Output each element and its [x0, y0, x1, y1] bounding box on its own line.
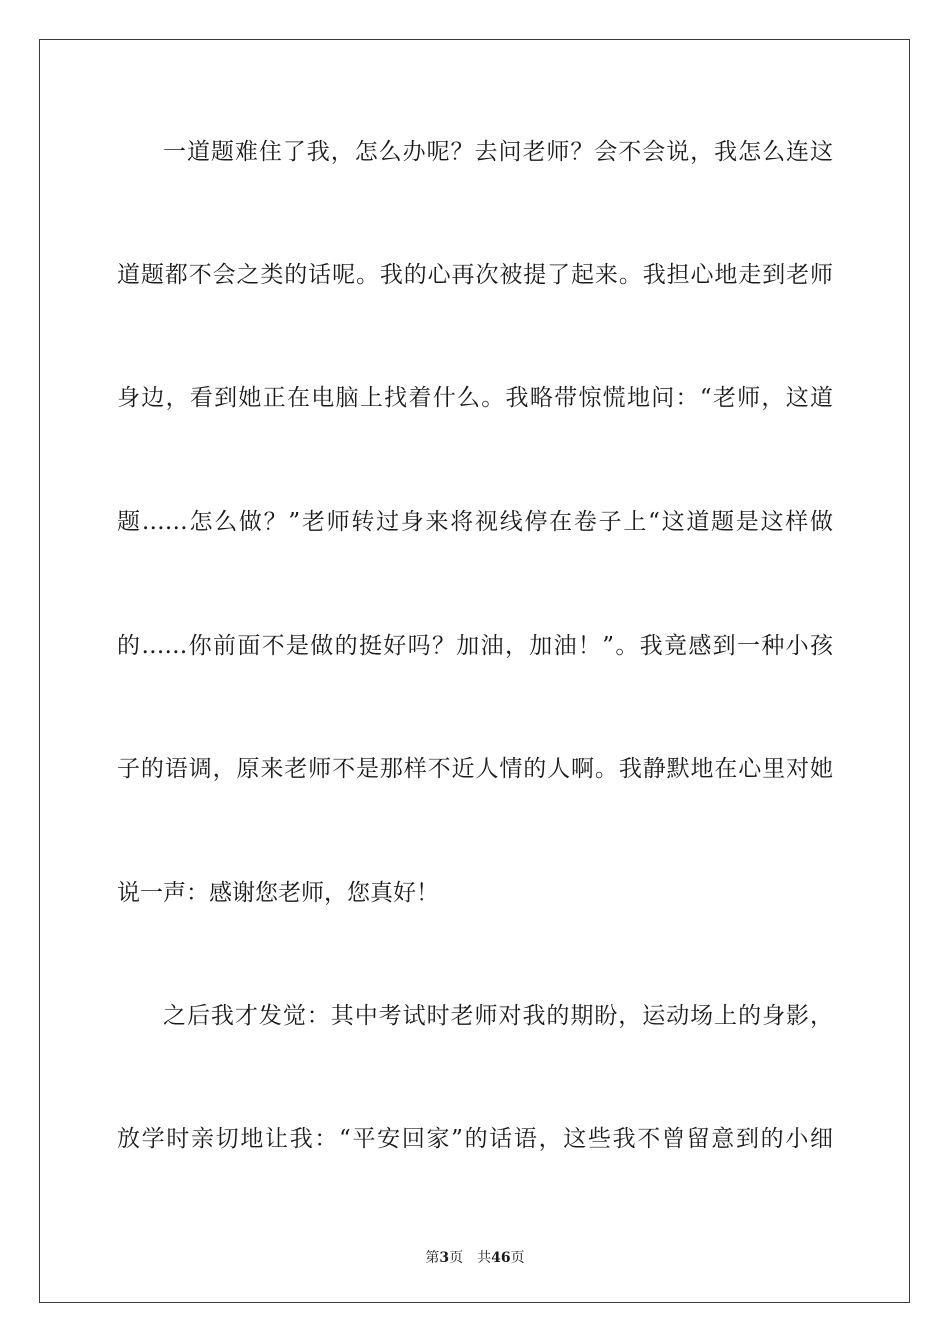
text-line: 一道题难住了我，怎么办呢？去问老师？会不会说，我怎么连这 — [163, 139, 833, 165]
total-prefix: 共 — [477, 1250, 492, 1266]
page-suffix: 页 — [449, 1250, 464, 1266]
total-pages: 46 — [491, 1250, 511, 1266]
page-number: 3 — [439, 1250, 450, 1266]
page-prefix: 第 — [425, 1250, 440, 1266]
total-suffix: 页 — [510, 1250, 525, 1266]
text-line: 题……怎么做？”老师转过身来将视线停在卷子上“这道题是这样做 — [117, 509, 833, 535]
text-line: 的……你前面不是做的挺好吗？加油，加油！”。我竟感到一种小孩 — [117, 633, 833, 659]
text-line: 放学时亲切地让我：“平安回家”的话语，这些我不曾留意到的小细 — [117, 1126, 833, 1152]
text-line: 说一声：感谢您老师，您真好！ — [117, 880, 439, 906]
text-line: 身边，看到她正在电脑上找着什么。我略带惊慌地问：“老师，这道 — [117, 385, 833, 411]
text-line: 之后我才发觉：其中考试时老师对我的期盼，运动场上的身影， — [163, 1003, 833, 1029]
text-line: 子的语调，原来老师不是那样不近人情的人啊。我静默地在心里对她 — [117, 756, 833, 782]
page-border — [39, 39, 910, 1303]
page-footer — [0, 1247, 950, 1267]
text-line: 道题都不会之类的话呢。我的心再次被提了起来。我担心地走到老师 — [117, 262, 833, 288]
